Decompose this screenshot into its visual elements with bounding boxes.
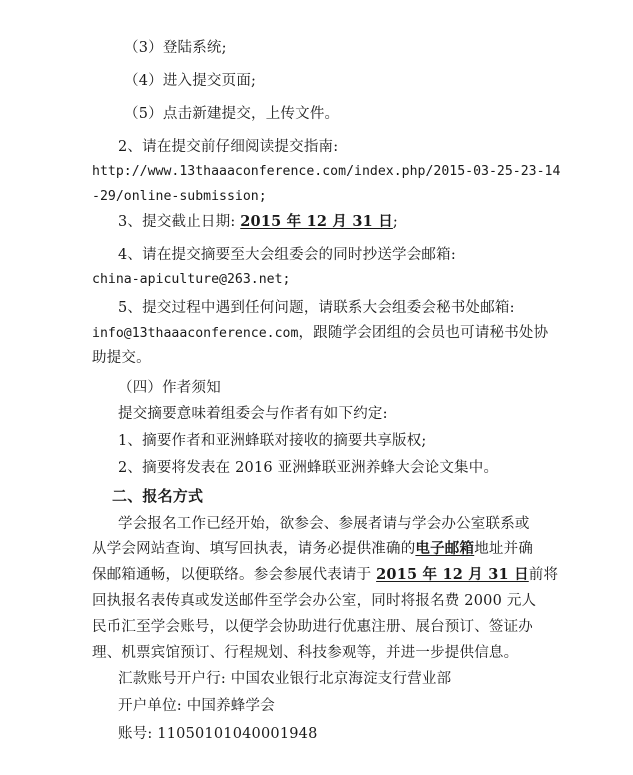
text-segment: （5）点击新建提交，上传文件。	[124, 106, 340, 122]
text-segment: 提交摘要意味着组委会与作者有如下约定:	[118, 406, 388, 422]
text-segment: （四）作者须知	[118, 380, 221, 396]
step-4-enter-page	[124, 71, 256, 91]
text-segment: 前将	[528, 567, 559, 583]
item-3-deadline	[118, 212, 398, 232]
text-segment: 1、摘要作者和亚洲蜂联对接收的摘要共享版权;	[118, 433, 427, 449]
text-segment: http://www.13thaaaconference.com/index.php/2015-03-25-23-14	[92, 164, 561, 179]
text-segment: ，跟随学会团组的会员也可请秘书处协	[298, 325, 549, 341]
text-segment: 学会报名工作已经开始，欲参会、参展者请与学会办公室联系或	[118, 516, 530, 532]
guide-url-line-2	[92, 187, 267, 207]
text-segment: 2、请在提交前仔细阅读提交指南:	[118, 139, 339, 155]
text-segment: -29/online-submission;	[92, 189, 267, 204]
text-segment: 开户单位: 中国养蜂学会	[118, 698, 275, 714]
text-segment: 保邮箱通畅，以便联络。参会参展代表请于	[92, 567, 377, 583]
text-segment: 5、提交过程中遇到任何问题，请联系大会组委会秘书处邮箱:	[118, 300, 515, 316]
section-2-heading	[112, 486, 203, 506]
registration-para-3	[92, 565, 558, 585]
text-segment: info@13thaaaconference.com	[92, 326, 299, 341]
text-segment: ;	[392, 214, 398, 230]
item-2-guide	[118, 137, 338, 157]
text-segment: 回执报名表传真或发送邮件至学会办公室，同时将报名费 2000 元人	[92, 593, 537, 609]
text-segment: 理、机票宾馆预订、行程规划、科技参观等，并进一步提供信息。	[92, 645, 519, 661]
account-holder	[118, 696, 275, 716]
text-segment: 二、报名方式	[112, 487, 204, 505]
item-5-contact-cont	[92, 323, 548, 344]
item-5-contact-end	[92, 348, 151, 368]
society-email	[92, 270, 291, 290]
text-segment: 2、摘要将发表在 2016 亚洲蜂联亚洲养蜂大会论文集中。	[118, 460, 499, 476]
step-5-upload	[124, 104, 339, 124]
step-3-login	[124, 38, 227, 58]
text-segment: 助提交。	[92, 350, 151, 366]
text-segment: 地址并确	[474, 541, 534, 557]
text-segment: 4、请在提交摘要至大会组委会的同时抄送学会邮箱:	[118, 247, 456, 263]
registration-para-5	[92, 617, 533, 637]
text-segment: 民币汇至学会账号，以便学会协助进行优惠注册、展台预订、签证办	[92, 619, 533, 635]
item-4-cc-email	[118, 245, 456, 265]
text-segment: （3）登陆系统;	[124, 40, 227, 56]
registration-para-2	[92, 539, 533, 559]
text-segment: china-apiculture@263.net;	[92, 272, 291, 287]
text-segment: （4）进入提交页面;	[124, 73, 257, 89]
text-segment: 汇款账号开户行: 中国农业银行北京海淀支行营业部	[118, 671, 452, 687]
text-segment: 2015 年 12 月 31 日	[376, 566, 529, 583]
registration-para-1	[118, 514, 530, 534]
section-4-rule-1	[118, 431, 427, 451]
registration-para-4	[92, 591, 536, 611]
registration-para-6	[92, 643, 518, 663]
section-4-intro	[118, 404, 388, 424]
bank-name	[118, 669, 451, 689]
section-4-title	[118, 378, 221, 398]
text-segment: 电子邮箱	[415, 540, 475, 557]
section-4-rule-2	[118, 458, 498, 478]
item-5-contact	[118, 298, 515, 318]
text-segment: 从学会网站查询、填写回执表，请务必提供准确的	[92, 541, 416, 557]
guide-url-line-1	[92, 162, 560, 182]
text-segment: 2015 年 12 月 31 日	[240, 213, 393, 230]
text-segment: 账号: 11050101040001948	[118, 726, 318, 742]
text-segment: 3、提交截止日期:	[118, 214, 241, 230]
account-number	[118, 724, 318, 744]
